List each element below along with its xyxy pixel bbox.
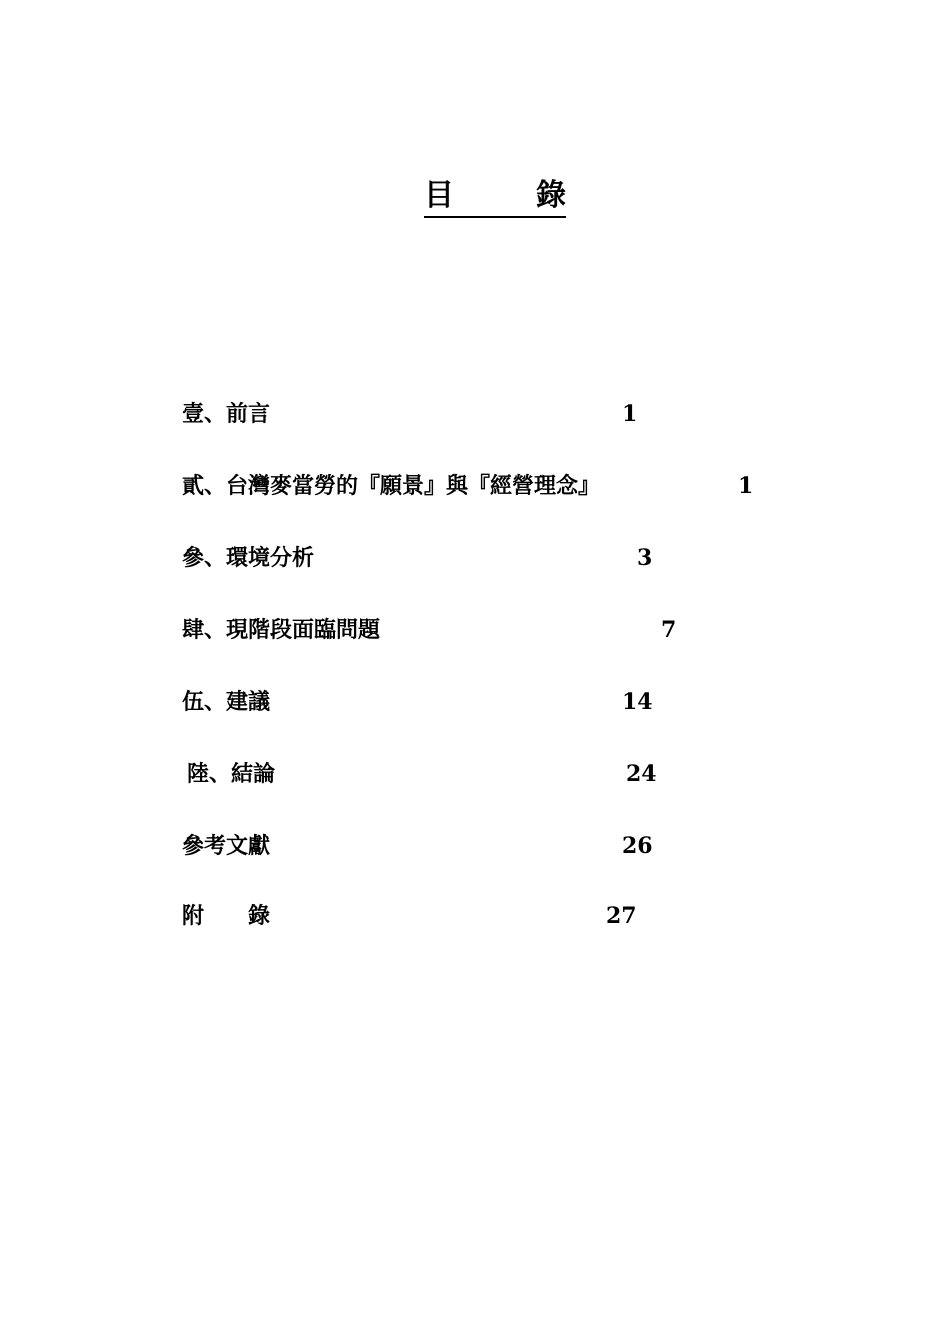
toc-entry-label: 附 錄 xyxy=(182,903,271,929)
toc-entry-page: 7 xyxy=(661,617,677,643)
toc-entry-page: 24 xyxy=(626,761,657,787)
toc-entry-label: 參、環境分析 xyxy=(182,545,315,571)
toc-entry-label: 陸、結論 xyxy=(187,761,276,787)
toc-title-char-1: 目 xyxy=(424,178,454,213)
toc-entry-suggestions xyxy=(0,684,950,720)
toc-entry-label: 參考文獻 xyxy=(182,833,271,859)
toc-entry-page: 1 xyxy=(622,401,638,427)
toc-title xyxy=(424,176,566,218)
toc-entry-label: 伍、建議 xyxy=(182,689,271,715)
toc-entry-references xyxy=(0,828,950,864)
toc-entry-conclusion xyxy=(0,756,950,792)
toc-entry-problems xyxy=(0,612,950,648)
toc-entry-page: 1 xyxy=(738,473,754,499)
toc-title-char-2: 錄 xyxy=(536,178,566,213)
toc-entry-label: 貳、台灣麥當勞的『願景』與『經營理念』 xyxy=(182,473,601,499)
toc-entry-label: 肆、現階段面臨問題 xyxy=(182,617,381,643)
toc-entry-appendix xyxy=(0,898,950,934)
toc-entry-page: 3 xyxy=(637,545,653,571)
toc-entry-label: 壹、前言 xyxy=(182,401,271,427)
toc-entry-page: 14 xyxy=(622,689,653,715)
toc-entry-preface xyxy=(0,396,950,432)
toc-entry-vision xyxy=(0,468,950,504)
toc-entry-page: 26 xyxy=(622,833,653,859)
toc-entry-page: 27 xyxy=(606,903,637,929)
toc-entry-environment xyxy=(0,540,950,576)
